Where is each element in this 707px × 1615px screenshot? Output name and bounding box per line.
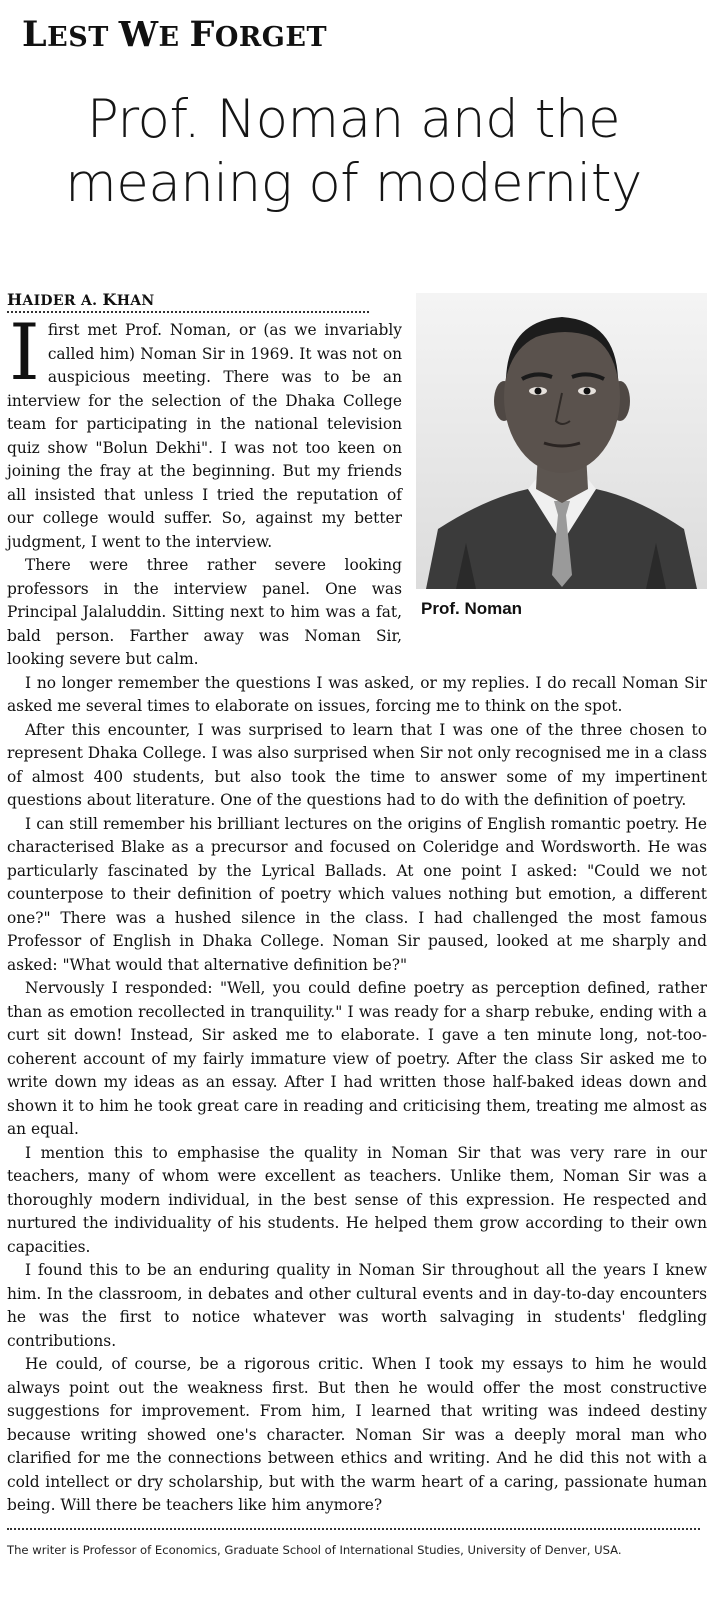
byline-divider (7, 311, 369, 313)
photo-caption: Prof. Noman (421, 599, 523, 618)
author-footnote: The writer is Professor of Economics, Graduate School of International Studies, University of Denver, USA. (7, 1543, 622, 1557)
author-byline: HAIDER A. KHAN (7, 290, 155, 309)
headline: Prof. Noman and the meaning of modernity (65, 89, 642, 214)
paragraph-3: I no longer remember the questions I was asked, or my replies. I do recall Noman Sir asked me several times to elaborate on issues, forcing me to think on the spot. (7, 673, 707, 715)
paragraph-5: I can still remember his brilliant lectures on the origins of English romantic poetry. He characterised Blake as a precursor and focused on Coleridge and Wordsworth. He was particularly fascinated by the Lyrical Ballads. At one point I asked: "Could we not counterpose to their definition of poetry which values nothing but emotion, a different one?" There was a hushed silence in the class. I had challenged the most famous Professor of English in Dhaka College. Noman Sir paused, looked at me sharply and asked: "What would that alternative definition be?" (7, 814, 707, 974)
paragraph-1: I first met Prof. Noman, or (as we invariably called him) Noman Sir in 1969. It was not on auspicious meeting. There was to be an interview for the selection of the Dhaka College team for participating in the national television quiz show "Bolun Dekhi". I was not too keen on joining the fray at the beginning. But my friends all insisted that unless I tried the reputation of our college would suffer. So, against my better judgment, I went to the interview. (7, 308, 402, 551)
portrait-figure (416, 293, 707, 621)
article-body (7, 290, 707, 1518)
paragraph-9: He could, of course, be a rigorous critic. When I took my essays to him he would always point out the weakness first. But then he would offer the most constructive suggestions for improvement. From him, I learned that writing was indeed destiny because writing showed one's character. Noman Sir was a deeply moral man who clarified for me the connections between ethics and writing. And he did this not with a cold intellect or dry scholarship, but with the warm heart of a caring, passionate human being. Will there be teachers like him anymore? (7, 1355, 707, 1514)
paragraph-7: I mention this to emphasise the quality in Noman Sir that was very rare in our teachers, many of whom were excellent as teachers. Unlike them, Noman Sir was a thoroughly modern individual, in the best sense of this expression. He respected and nurtured the individuality of his students. He helped them grow according to their own capacities. (7, 1143, 707, 1256)
paragraph-6: Nervously I responded: "Well, you could define poetry as perception defined, rather than as emotion recollected in tranquility." I was ready for a sharp rebuke, ending with a curt sit down! Instead, Sir asked me to elaborate. I gave a ten minute long, not-too-coherent account of my fairly immature view of poetry. After the class Sir asked me to write down my ideas as an essay. After I had written those half-baked ideas down and shown it to him he took great care in reading and criticising them, treating me almost as an equal. (7, 979, 707, 1138)
portrait-photo (416, 293, 707, 589)
paragraph-8: I found this to be an enduring quality in Noman Sir throughout all the years I knew him. In the classroom, in debates and other cultural events and in day-to-day encounters he was the first to notice whatever was worth salvaging in students' fledgling contributions. (7, 1261, 707, 1350)
drop-cap: I (9, 308, 40, 398)
footnote-divider (7, 1528, 700, 1530)
section-kicker: LEST WE FORGET (22, 14, 328, 55)
paragraph-2: There were three rather severe looking professors in the interview panel. One was Principal Jalaluddin. Sitting next to him was a fat, bald person. Farther away was Noman Sir, looking severe but calm. (7, 556, 402, 668)
paragraph-4: After this encounter, I was surprised to learn that I was one of the three chosen to represent Dhaka College. I was also surprised when Sir not only recognised me in a class of almost 400 students, but also took the time to answer some of my impertinent questions about literature. One of the questions had to do with the definition of poetry. (7, 720, 707, 809)
